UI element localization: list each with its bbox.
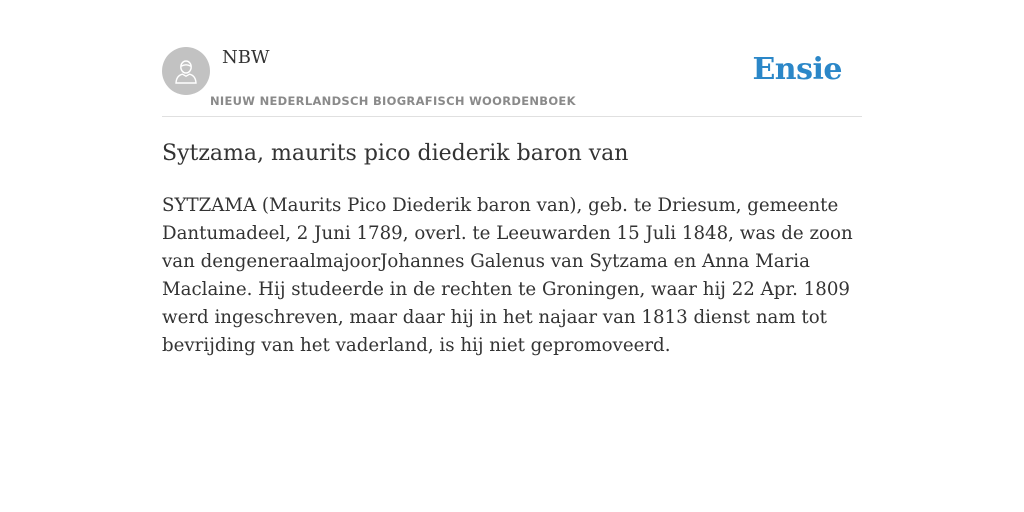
source-full-name: NIEUW NEDERLANDSCH BIOGRAFISCH WOORDENBOEK bbox=[210, 94, 576, 108]
source-header bbox=[162, 46, 862, 117]
avatar[interactable] bbox=[162, 47, 210, 95]
article-body: SYTZAMA (Maurits Pico Diederik baron van), geb. te Driesum, gemeente Dantumadeel, 2 Juni 1789, overl. te Leeuwarden 15 Juli 1848, was de zoon van dengeneraalmajoorJohannes Galenus van Sytzama en Anna Maria Maclaine. Hij studeerde in de rechten te Groningen, waar hij 22 Apr. 1809 werd ingeschreven, maar daar hij in het najaar van 1813 dienst nam tot bevrijding van het vaderland, is hij niet gepromoveerd. bbox=[162, 195, 853, 356]
user-icon bbox=[172, 57, 200, 85]
source-name[interactable]: NBW bbox=[222, 47, 270, 68]
brand-logo[interactable]: Ensie bbox=[752, 52, 842, 87]
article-title: Sytzama, maurits pico diederik baron van bbox=[162, 141, 629, 166]
